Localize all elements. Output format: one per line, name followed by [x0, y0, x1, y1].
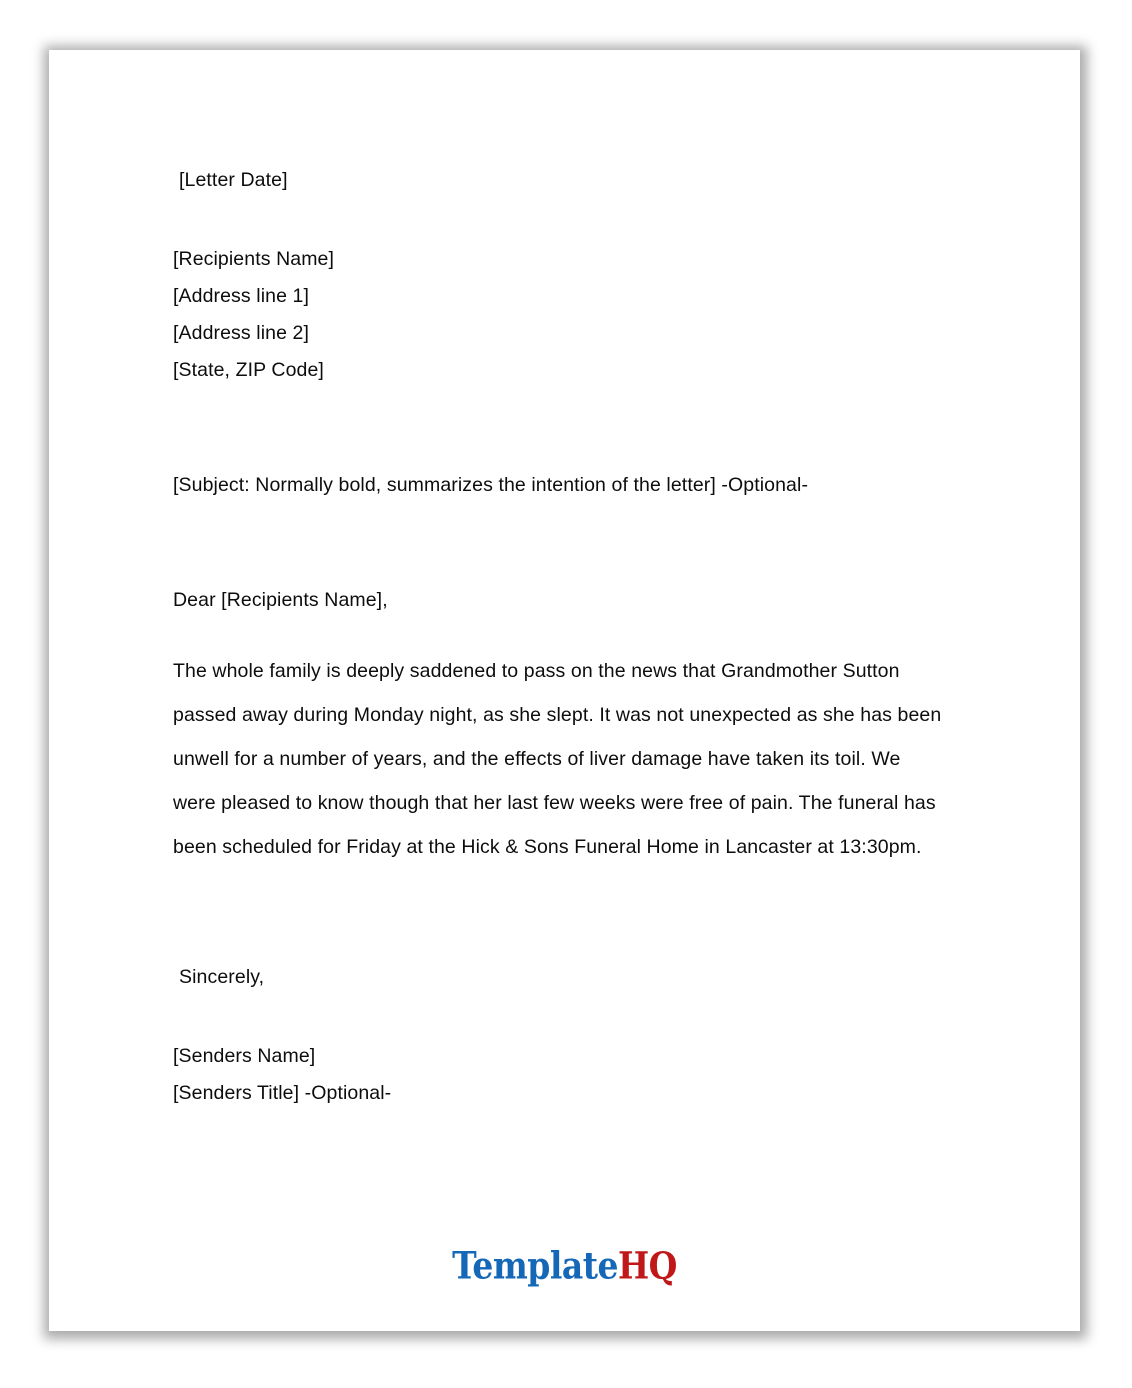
body-line: been scheduled for Friday at the Hick & Sons Funeral Home in Lancaster at 13:30pm. — [173, 836, 922, 858]
body-line: were pleased to know though that her last few weeks were free of pain. The funeral has — [173, 792, 936, 814]
body-line: passed away during Monday night, as she slept. It was not unexpected as she has been — [173, 704, 942, 726]
spacer — [173, 389, 983, 467]
logo-wrapper — [452, 1244, 677, 1288]
letter-page — [49, 50, 1080, 1331]
spacer — [173, 504, 983, 582]
recipient-address-line-2: [Address line 2] — [173, 322, 310, 344]
letter-content — [173, 162, 983, 1112]
body-line: unwell for a number of years, and the effects of liver damage have taken its toil. We — [173, 748, 901, 770]
recipient-state-zip: [State, ZIP Code] — [173, 359, 324, 381]
spacer — [173, 199, 983, 241]
letter-body — [173, 649, 983, 869]
spacer — [173, 869, 983, 959]
salutation: Dear [Recipients Name], — [173, 589, 388, 611]
subject-line: [Subject: Normally bold, summarizes the intention of the letter] -Optional- — [173, 474, 809, 496]
recipient-address-line-1: [Address line 1] — [173, 285, 310, 307]
recipient-name: [Recipients Name] — [173, 248, 335, 270]
sender-title: [Senders Title] -Optional- — [173, 1082, 392, 1104]
body-line: The whole family is deeply saddened to pass on the news that Grandmother Sutton — [173, 660, 900, 682]
templatehq-logo — [49, 1243, 1080, 1288]
letter-date: [Letter Date] — [179, 169, 288, 191]
logo-text-hq: HQ — [617, 1243, 677, 1288]
sender-name: [Senders Name] — [173, 1045, 316, 1067]
spacer — [173, 996, 983, 1038]
closing: Sincerely, — [179, 966, 265, 988]
spacer — [173, 619, 983, 649]
logo-text-template: Template — [452, 1243, 618, 1288]
